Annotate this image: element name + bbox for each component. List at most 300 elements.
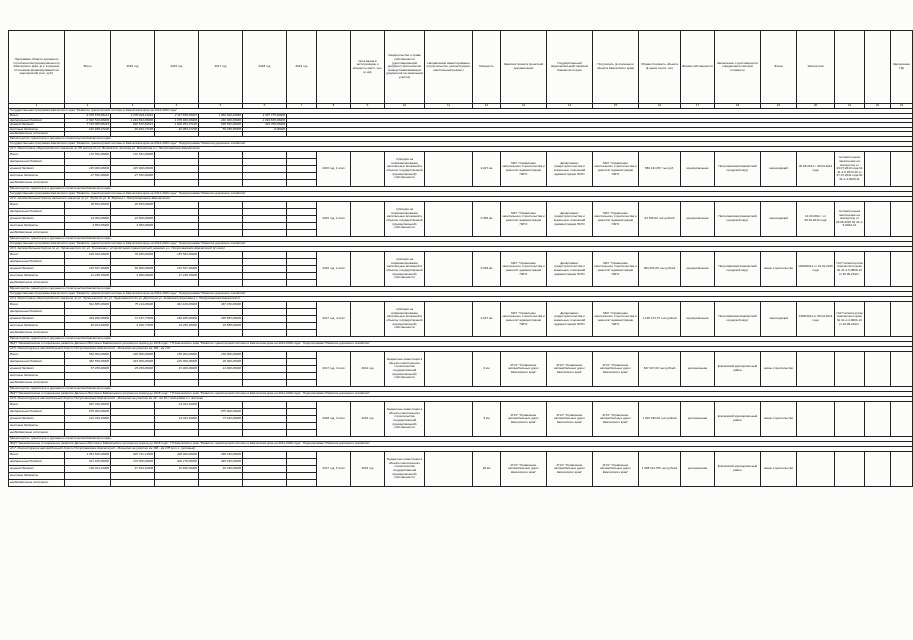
capacity-cell: 2,027 км <box>473 151 501 186</box>
year-2016-cell: 169 935,00000 <box>155 315 199 322</box>
year-2015-cell <box>111 429 155 436</box>
year-2019-cell <box>287 408 317 415</box>
total-cell: 27 552,00000 <box>65 172 111 179</box>
row-label: Всего <box>9 251 65 258</box>
program-title: Государственная программа Камчатского края "Развитие транспортной системы в Камчатском крае на 2014-2020 годы". Подпрограмма "Развитие дорожного хозяйства" <box>9 291 913 296</box>
year-2016-cell: 1 079 000,00000 <box>155 118 199 123</box>
term2-cell: 2014 год <box>351 351 385 386</box>
customer-cell: КГКУ "Управление автомобильных дорог Камчатского края" <box>501 451 547 486</box>
state-customer-cell: КГКУ "Управление автомобильных дорог Камчатского края" <box>547 351 593 386</box>
year-2016-cell <box>155 201 199 208</box>
total-cell <box>65 258 111 265</box>
year-2015-cell: 28 853,00000 <box>111 201 155 208</box>
row-label: внебюджетные источники <box>9 132 65 137</box>
term-cell: 2017 год, 4 этап <box>317 301 351 336</box>
ministry-title: Министерство транспорта и дорожного строительства Камчатского края <box>9 136 913 141</box>
year-2019-cell <box>287 201 317 208</box>
year-2017-cell <box>199 251 243 258</box>
row-label: Всего <box>9 114 65 119</box>
year-2017-cell <box>199 308 243 315</box>
year-2019-cell <box>287 279 317 286</box>
ownership-cell: муниципальная <box>681 301 715 336</box>
cost-cell: 527 207,00 тыс.рублей <box>639 351 681 386</box>
year-2019-cell <box>287 458 317 465</box>
header-cell: Заключение о достоверности определения сметной стоимости <box>715 31 761 104</box>
year-2019-cell <box>287 365 317 372</box>
term-cell: 2016 год, 2 этап <box>317 251 351 286</box>
year-2015-cell: 27 552,00000 <box>111 172 155 179</box>
item-title: 10.2. Автомобильная дорога районного значения по ул. Труда до ул. Е. Мерка в г. Петропавловске-Камчатском <box>9 196 913 201</box>
year-2015-cell <box>111 408 155 415</box>
funding-row <box>9 401 913 408</box>
recipient-cell: МКУ "Управление капитального строительства и ремонта" администрации ПКГО <box>593 301 639 336</box>
empty-cell <box>891 451 913 486</box>
capacity-cell: 3,027 км <box>473 301 501 336</box>
date-cell: 14.03.2011 г. от 05.04.2014 года <box>797 201 835 236</box>
program-title: ФЦП "Экономическое и социальное развитие Дальнего Востока и Байкальского региона на период до 2018 года". ГП Камчатского края "Развитие транспортной системы в Камчатском крае на 2014-2020 годы". Подпрограмма "Развитие дорожного хозяйства" <box>9 391 913 396</box>
ownership-cell: региональная <box>681 451 715 486</box>
year-2016-cell <box>155 258 199 265</box>
column-number-cell: 18 <box>715 104 761 109</box>
year-2018-cell <box>243 429 287 436</box>
recipient-cell: МКУ "Управление капитального строительства и ремонта" администрации ПКГО <box>593 201 639 236</box>
year-2016-cell: 303 270,00000 <box>155 458 199 465</box>
column-number-cell: 17 <box>681 104 715 109</box>
stage-cell: переходящий <box>761 301 797 336</box>
state-customer-cell: Департамент градостроительства и земельных отношений администрации ПКГО <box>547 301 593 336</box>
year-2017-cell <box>199 215 243 222</box>
year-2015-cell: 70 465,00000 <box>111 251 155 258</box>
year-2019-cell <box>287 222 317 229</box>
year-2017-cell <box>199 229 243 236</box>
row-label: Всего <box>9 201 65 208</box>
year-2019-cell <box>287 208 317 215</box>
total-cell: 210 547,00000 <box>65 265 111 272</box>
program-title: ФЦП "Экономическое и социальное развитие Дальнего Востока и Байкальского региона на период до 2018 года". ГП Камчатского края "Развитие транспортной системы в Камчатском крае на 2014-2020 годы". Подпрограмма "Развитие дорожного хозяйства" <box>9 441 913 446</box>
year-2016-cell: 24 323,32000 <box>155 401 199 408</box>
year-2015-cell <box>111 422 155 429</box>
direction-cell: бюджетные инвестиции в объекты капитального строительства государственной (муниципальной) собственности <box>385 451 425 486</box>
total-cell: 24 000,00000 <box>65 215 111 222</box>
funding-row <box>9 451 913 458</box>
column-number-cell: 20 <box>797 104 835 109</box>
direction-cell: бюджетные инвестиции в объекты капитального строительства государственной (муниципальной) собственности <box>385 351 425 386</box>
year-2017-cell: 14 000,00000 <box>199 365 243 372</box>
ministry-title: Министерство транспорта и дорожного строительства Камчатского края <box>9 336 913 341</box>
state-customer-cell: Департамент градостроительства и земельных отношений администрации ПКГО <box>547 201 593 236</box>
year-2018-cell <box>243 379 287 386</box>
row-label: Всего <box>9 451 65 458</box>
year-2019-cell <box>287 322 317 329</box>
header-cell <box>835 31 865 104</box>
year-2015-cell: 4 853,00000 <box>111 222 155 229</box>
total-cell: 997 333,00000 <box>65 401 111 408</box>
year-2017-cell <box>199 172 243 179</box>
row-label: Всего <box>9 351 65 358</box>
column-number-cell: 5 <box>199 104 243 109</box>
year-2019-cell <box>287 379 317 386</box>
header-cell: Заказчик проекта проектной документации <box>501 31 547 104</box>
year-2016-cell <box>155 229 199 236</box>
empty-cell <box>425 201 473 236</box>
year-2016-cell <box>155 279 199 286</box>
row-label: федеральный бюджет <box>9 158 65 165</box>
total-cell: 46 914,00000 <box>65 322 111 329</box>
empty-cell <box>425 351 473 386</box>
year-2017-cell: 77 010,00000 <box>199 415 243 422</box>
year-2015-cell: 75 114,00000 <box>111 301 155 308</box>
row-label: местные бюджеты <box>9 322 65 329</box>
column-number-cell: 22 <box>865 104 891 109</box>
owner-cell: Петропавловск-Камчатский городской округ <box>715 301 761 336</box>
column-number-cell: 16 <box>639 104 681 109</box>
year-2016-cell <box>155 179 199 186</box>
year-2019-cell <box>287 451 317 458</box>
year-2019-cell <box>287 401 317 408</box>
capacity-cell: 5 км <box>473 401 501 436</box>
header-cell: Срок ввода в эксплуатацию и мощность (мест, тыс. м, км) <box>351 31 385 104</box>
section-title: Государственная программа Камчатского края "Развитие транспортной системы в Камчатском крае на 2014-2020 годы" <box>9 109 913 114</box>
year-2015-cell: 4 000,00000 <box>111 272 155 279</box>
year-2018-cell <box>243 372 287 379</box>
total-cell: 7 710 005,00243 <box>65 123 111 128</box>
row-label: краевой бюджет <box>9 315 65 322</box>
program-title: Государственная программа Камчатского края "Развитие транспортной системы в Камчатском крае на 2014-2020 годы". Подпрограмма "Развитие дорожного хозяйства" <box>9 141 913 146</box>
year-2018-cell <box>243 415 287 422</box>
customer-cell: МКУ "Управление капитального строительства и ремонта" администрации ПКГО <box>501 301 547 336</box>
expertise-cell <box>835 401 865 436</box>
empty-cell <box>891 151 913 186</box>
row-label: Всего <box>9 151 65 158</box>
year-2018-cell <box>243 201 287 208</box>
year-2016-cell: 32 084,17700 <box>155 127 199 132</box>
year-2015-cell: 145 000,00000 <box>111 165 155 172</box>
row-label: местные бюджеты <box>9 472 65 479</box>
year-2018-cell <box>243 308 287 315</box>
total-cell: 1 051 828,26000 <box>65 451 111 458</box>
year-2019-cell <box>287 465 317 472</box>
year-2019-cell <box>287 372 317 379</box>
header-cell: 2019 год <box>287 31 317 104</box>
year-2016-cell <box>155 372 199 379</box>
year-2017-cell: 345 190,00000 <box>199 458 243 465</box>
ownership-cell: муниципальная <box>681 251 715 286</box>
year-2018-cell <box>243 479 287 486</box>
year-2017-cell <box>199 258 243 265</box>
year-2018-cell <box>243 151 287 158</box>
item-title: 10.1. Магистраль общегородского значения по ЗП метра до ул. Вилюйской, включая ул. Вилюйская в г. Петропавловск-Камчатском <box>9 146 913 151</box>
year-2016-cell <box>155 165 199 172</box>
year-2017-cell <box>199 151 243 158</box>
year-2016-cell: 125 000,00000 <box>155 358 199 365</box>
year-2018-cell <box>243 229 287 236</box>
total-cell <box>65 422 111 429</box>
year-2017-cell: 367 450,00000 <box>199 301 243 308</box>
funding-row <box>9 351 913 358</box>
term2-cell <box>351 301 385 336</box>
year-2015-cell <box>111 208 155 215</box>
ownership-cell: региональная <box>681 401 715 436</box>
date-cell <box>797 351 835 386</box>
year-2017-cell: 830 652,00000 <box>199 123 243 128</box>
year-2019-cell <box>287 272 317 279</box>
year-2018-cell: 0,00000 <box>243 127 287 132</box>
owner-cell: Елизовский муниципальный район <box>715 451 761 486</box>
year-2015-cell: 40 404,77230 <box>111 127 155 132</box>
year-2019-cell <box>287 315 317 322</box>
program-title: ФЦП "Экономическое и социальное развитие Дальнего Востока и Байкальского региона на период до 2018 года". ГП Камчатского края "Развитие транспортной системы в Камчатском крае на 2014-2020 годы". Подпрограмма "Развитие дорожного хозяйства" <box>9 341 913 346</box>
year-2017-cell <box>199 372 243 379</box>
year-2017-cell: 50 456,95000 <box>199 127 243 132</box>
total-cell: 2 832 519,00000 <box>65 118 111 123</box>
row-label: федеральный бюджет <box>9 208 65 215</box>
empty-cell <box>425 451 473 486</box>
year-2018-cell: 319 768,00000 <box>243 123 287 128</box>
direction-cell: бюджетные инвестиции в объекты капитального строительства государственной (муниципальной) собственности <box>385 401 425 436</box>
cost-cell: 586 141,657 тыс.руб. <box>639 151 681 186</box>
year-2016-cell: 24 323,32000 <box>155 415 199 422</box>
stage-cell: переходящий <box>761 201 797 236</box>
year-2018-cell <box>243 158 287 165</box>
owner-cell: Елизовский муниципальный район <box>715 401 761 436</box>
year-2017-cell: 292 000,00000 <box>199 118 243 123</box>
cost-cell: 1 915 230,00 тыс.рублей <box>639 401 681 436</box>
year-2017-cell <box>199 272 243 279</box>
row-label: краевой бюджет <box>9 415 65 422</box>
program-title: Государственная программа Камчатского края "Развитие транспортной системы в Камчатском крае на 2014-2020 годы". Подпрограмма "Развитие дорожного хозяйства" <box>9 191 913 196</box>
header-cell: Государственный (муниципальный) заказчик Камчатского края <box>547 31 593 104</box>
year-2016-cell <box>155 479 199 486</box>
total-cell <box>65 308 111 315</box>
column-number-cell: 21 <box>835 104 865 109</box>
year-2017-cell <box>199 165 243 172</box>
direction-cell: субсидия на софинансирование капитальных вложений в объекты государственной (муниципальной) собственности <box>385 251 425 286</box>
year-2017-cell <box>199 201 243 208</box>
expertise-cell <box>835 451 865 486</box>
row-label: федеральный бюджет <box>9 458 65 465</box>
year-2016-cell: 151 547,00000 <box>155 265 199 272</box>
year-2015-cell: 24 000,00000 <box>111 215 155 222</box>
header-cell: Получатель (в отношении объекта Камчатского края) <box>593 31 639 104</box>
year-2016-cell: 336 000,00000 <box>155 451 199 458</box>
year-2019-cell <box>287 472 317 479</box>
year-2019-cell <box>287 329 317 336</box>
year-2019-cell <box>287 151 317 158</box>
year-2017-cell: 20 000,00000 <box>199 358 243 365</box>
row-label: краевой бюджет <box>9 165 65 172</box>
column-number-cell: 10 <box>385 104 425 109</box>
ministry-title: Министерство транспорта и дорожного строительства Камчатского края <box>9 286 913 291</box>
year-2018-cell <box>243 465 287 472</box>
year-2017-cell <box>199 329 243 336</box>
column-number-cell: 4 <box>155 104 199 109</box>
recipient-cell: КГКУ "Управление автомобильных дорог Камчатского края" <box>593 401 639 436</box>
year-2017-cell <box>199 429 243 436</box>
empty-cell <box>425 151 473 186</box>
total-cell <box>65 158 111 165</box>
total-cell: 28 853,00000 <box>65 201 111 208</box>
date-cell <box>797 401 835 436</box>
year-2019-cell <box>287 301 317 308</box>
stage-cell: переходящий <box>761 151 797 186</box>
year-2017-cell <box>199 222 243 229</box>
state-customer-cell: Департамент градостроительства и земельных отношений администрации ПКГО <box>547 151 593 186</box>
row-label: краевой бюджет <box>9 215 65 222</box>
year-2017-cell: 18 888,00000 <box>199 322 243 329</box>
year-2018-cell <box>243 172 287 179</box>
recipient-cell: МКУ "Управление капитального строительства и ремонта" администрации ПКГО <box>593 151 639 186</box>
stage-cell: новое строительство <box>761 451 797 486</box>
total-cell <box>65 479 111 486</box>
year-2018-cell <box>243 322 287 329</box>
empty-cell <box>425 401 473 436</box>
column-number-cell: 19 <box>761 104 797 109</box>
year-2017-cell: 1 082 640,42860 <box>199 114 243 119</box>
row-label: внебюджетные источники <box>9 329 65 336</box>
year-2018-cell <box>243 165 287 172</box>
year-2017-cell <box>199 422 243 429</box>
row-label: местные бюджеты <box>9 172 65 179</box>
year-2015-cell <box>111 229 155 236</box>
funding-row <box>9 301 913 308</box>
year-2019-cell <box>287 179 317 186</box>
year-2016-cell <box>155 472 199 479</box>
term2-cell <box>351 151 385 186</box>
year-2017-cell: 49 290,00000 <box>199 465 243 472</box>
customer-cell: МКУ "Управление капитального строительства и ремонта" администрации ПКГО <box>501 151 547 186</box>
capacity-cell: 0,525 км <box>473 251 501 286</box>
year-2017-cell <box>199 158 243 165</box>
column-number-cell: 7 <box>287 104 317 109</box>
funding-row <box>9 151 913 158</box>
total-cell: 9 375 878,00141 <box>65 114 111 119</box>
table-body <box>9 109 913 487</box>
year-2017-cell: 390 190,00000 <box>199 451 243 458</box>
year-2016-cell <box>155 329 199 336</box>
row-label: местные бюджеты <box>9 272 65 279</box>
year-2019-cell <box>287 422 317 429</box>
year-2019-cell <box>287 415 317 422</box>
total-cell: 921 910,00000 <box>65 458 111 465</box>
year-2015-cell: 248 000,00000 <box>111 351 155 358</box>
total-cell: 362 550,00000 <box>65 358 111 365</box>
expertise-cell: ГАУ Госэкспертиза Камчатского края № 41-1-4-0091-13 от 20.09.2013 г. <box>835 301 865 336</box>
header-cell: Экспертиза <box>797 31 835 104</box>
ownership-cell: региональная <box>681 351 715 386</box>
year-2016-cell: 17 236,76000 <box>155 272 199 279</box>
year-2015-cell <box>111 179 155 186</box>
year-2018-cell <box>243 408 287 415</box>
cost-cell: 1 058 114,755 тыс.рублей <box>639 451 681 486</box>
recipient-cell: КГКУ "Управление автомобильных дорог Камчатского края" <box>593 351 639 386</box>
year-2015-cell: 325 731,14500 <box>111 451 155 458</box>
empty-cell <box>891 351 913 386</box>
year-2017-cell <box>199 265 243 272</box>
empty-cell <box>865 451 891 486</box>
cost-cell: 94 530,00 тыс.рублей <box>639 201 681 236</box>
header-cell: Всего <box>65 31 111 104</box>
year-2018-cell <box>243 208 287 215</box>
year-2017-cell: 875 000,00000 <box>199 408 243 415</box>
year-2018-cell <box>243 472 287 479</box>
row-label: внебюджетные источники <box>9 229 65 236</box>
total-cell <box>65 208 111 215</box>
header-cell: Свидетельство о праве собственности (удостоверяющий документ) (или наличие правоустанавливающих документов на земельный участок) <box>385 31 425 104</box>
owner-cell: Петропавловск-Камчатский городской округ <box>715 151 761 186</box>
header-cell: 2018 год <box>243 31 287 104</box>
year-2016-cell: 15 000,00000 <box>155 365 199 372</box>
year-2018-cell <box>243 422 287 429</box>
column-number-cell: 14 <box>547 104 593 109</box>
year-2018-cell <box>243 222 287 229</box>
column-number-cell: 23 <box>891 104 913 109</box>
total-cell: 130 014,10000 <box>65 465 111 472</box>
row-label: федеральный бюджет <box>9 408 65 415</box>
investment-table <box>8 30 913 487</box>
header-cell: Форма собственности <box>681 31 715 104</box>
customer-cell: МКУ "Управление капитального строительства и ремонта" администрации ПКГО <box>501 201 547 236</box>
year-2018-cell <box>243 301 287 308</box>
year-2015-cell: 273 000,00000 <box>111 458 155 465</box>
date-cell: 19/09/2014 от 10.01.2015 года <box>797 251 835 286</box>
year-2017-cell <box>199 179 243 186</box>
year-2019-cell <box>287 165 317 172</box>
direction-cell: субсидия на софинансирование капитальных вложений в объекты государственной (муниципальной) собственности <box>385 301 425 336</box>
header-cell: 2016 год <box>155 31 199 104</box>
year-2019-cell <box>287 351 317 358</box>
year-2015-cell: 1 244 844,00000 <box>111 118 155 123</box>
column-number-cell: 1 <box>9 104 65 109</box>
customer-cell: КГКУ "Управление автомобильных дорог Камчатского края" <box>501 401 547 436</box>
term2-cell <box>351 251 385 286</box>
year-2016-cell <box>155 379 199 386</box>
year-2015-cell <box>111 158 155 165</box>
row-label: местные бюджеты <box>9 372 65 379</box>
header-cell: Направление инвестирования (строительство, реконструкция, капитальный ремонт) <box>425 31 473 104</box>
year-2016-cell <box>155 408 199 415</box>
year-2017-cell <box>199 401 243 408</box>
header-cell: Программы области дорожного строительства (муниципального) Камчатского края, ф.к. в разрезе источников финансирования на мероприятий (тыс. руб.) <box>9 31 65 104</box>
item-title: 10.7. Реконструкция автомобильной дороги Петропавловск-Камчатский - Мильково на участке км 166 - км 178 (в т.ч. пусковые) <box>9 446 913 451</box>
total-cell: 122 333,32000 <box>65 415 111 422</box>
header-cell: 2017 год <box>199 31 243 104</box>
year-2019-cell <box>287 429 317 436</box>
year-2018-cell <box>243 329 287 336</box>
ministry-title: Министерство транспорта и дорожного строительства Камчатского края <box>9 186 913 191</box>
row-label: внебюджетные источники <box>9 179 65 186</box>
direction-cell: субсидия на софинансирование капитальных вложений в объекты государственной (муниципальной) собственности <box>385 201 425 236</box>
year-2018-cell <box>243 215 287 222</box>
year-2017-cell <box>199 208 243 215</box>
total-cell: 172 552,00000 <box>65 151 111 158</box>
year-2015-cell <box>111 415 155 422</box>
row-label: краевой бюджет <box>9 365 65 372</box>
year-2016-cell <box>155 172 199 179</box>
year-2016-cell: 155 563,00000 <box>155 251 199 258</box>
row-label: внебюджетные источники <box>9 379 65 386</box>
total-cell: 875 000,00000 <box>65 408 111 415</box>
state-customer-cell: КГКУ "Управление автомобильных дорог Камчатского края" <box>547 401 593 436</box>
year-2019-cell <box>287 158 317 165</box>
recipient-cell: МКУ "Управление капитального строительства и ремонта" администрации ПКГО <box>593 251 639 286</box>
stage-cell: новое строительство <box>761 251 797 286</box>
row-label: федеральный бюджет <box>9 118 65 123</box>
year-2018-cell <box>243 401 287 408</box>
row-label: местные бюджеты <box>9 222 65 229</box>
date-cell: 30.08.2014 г. 09.04.2014 года <box>797 151 835 186</box>
empty-cell <box>425 251 473 286</box>
customer-cell: МКУ "Управление капитального строительства и ремонта" администрации ПКГО <box>501 251 547 286</box>
